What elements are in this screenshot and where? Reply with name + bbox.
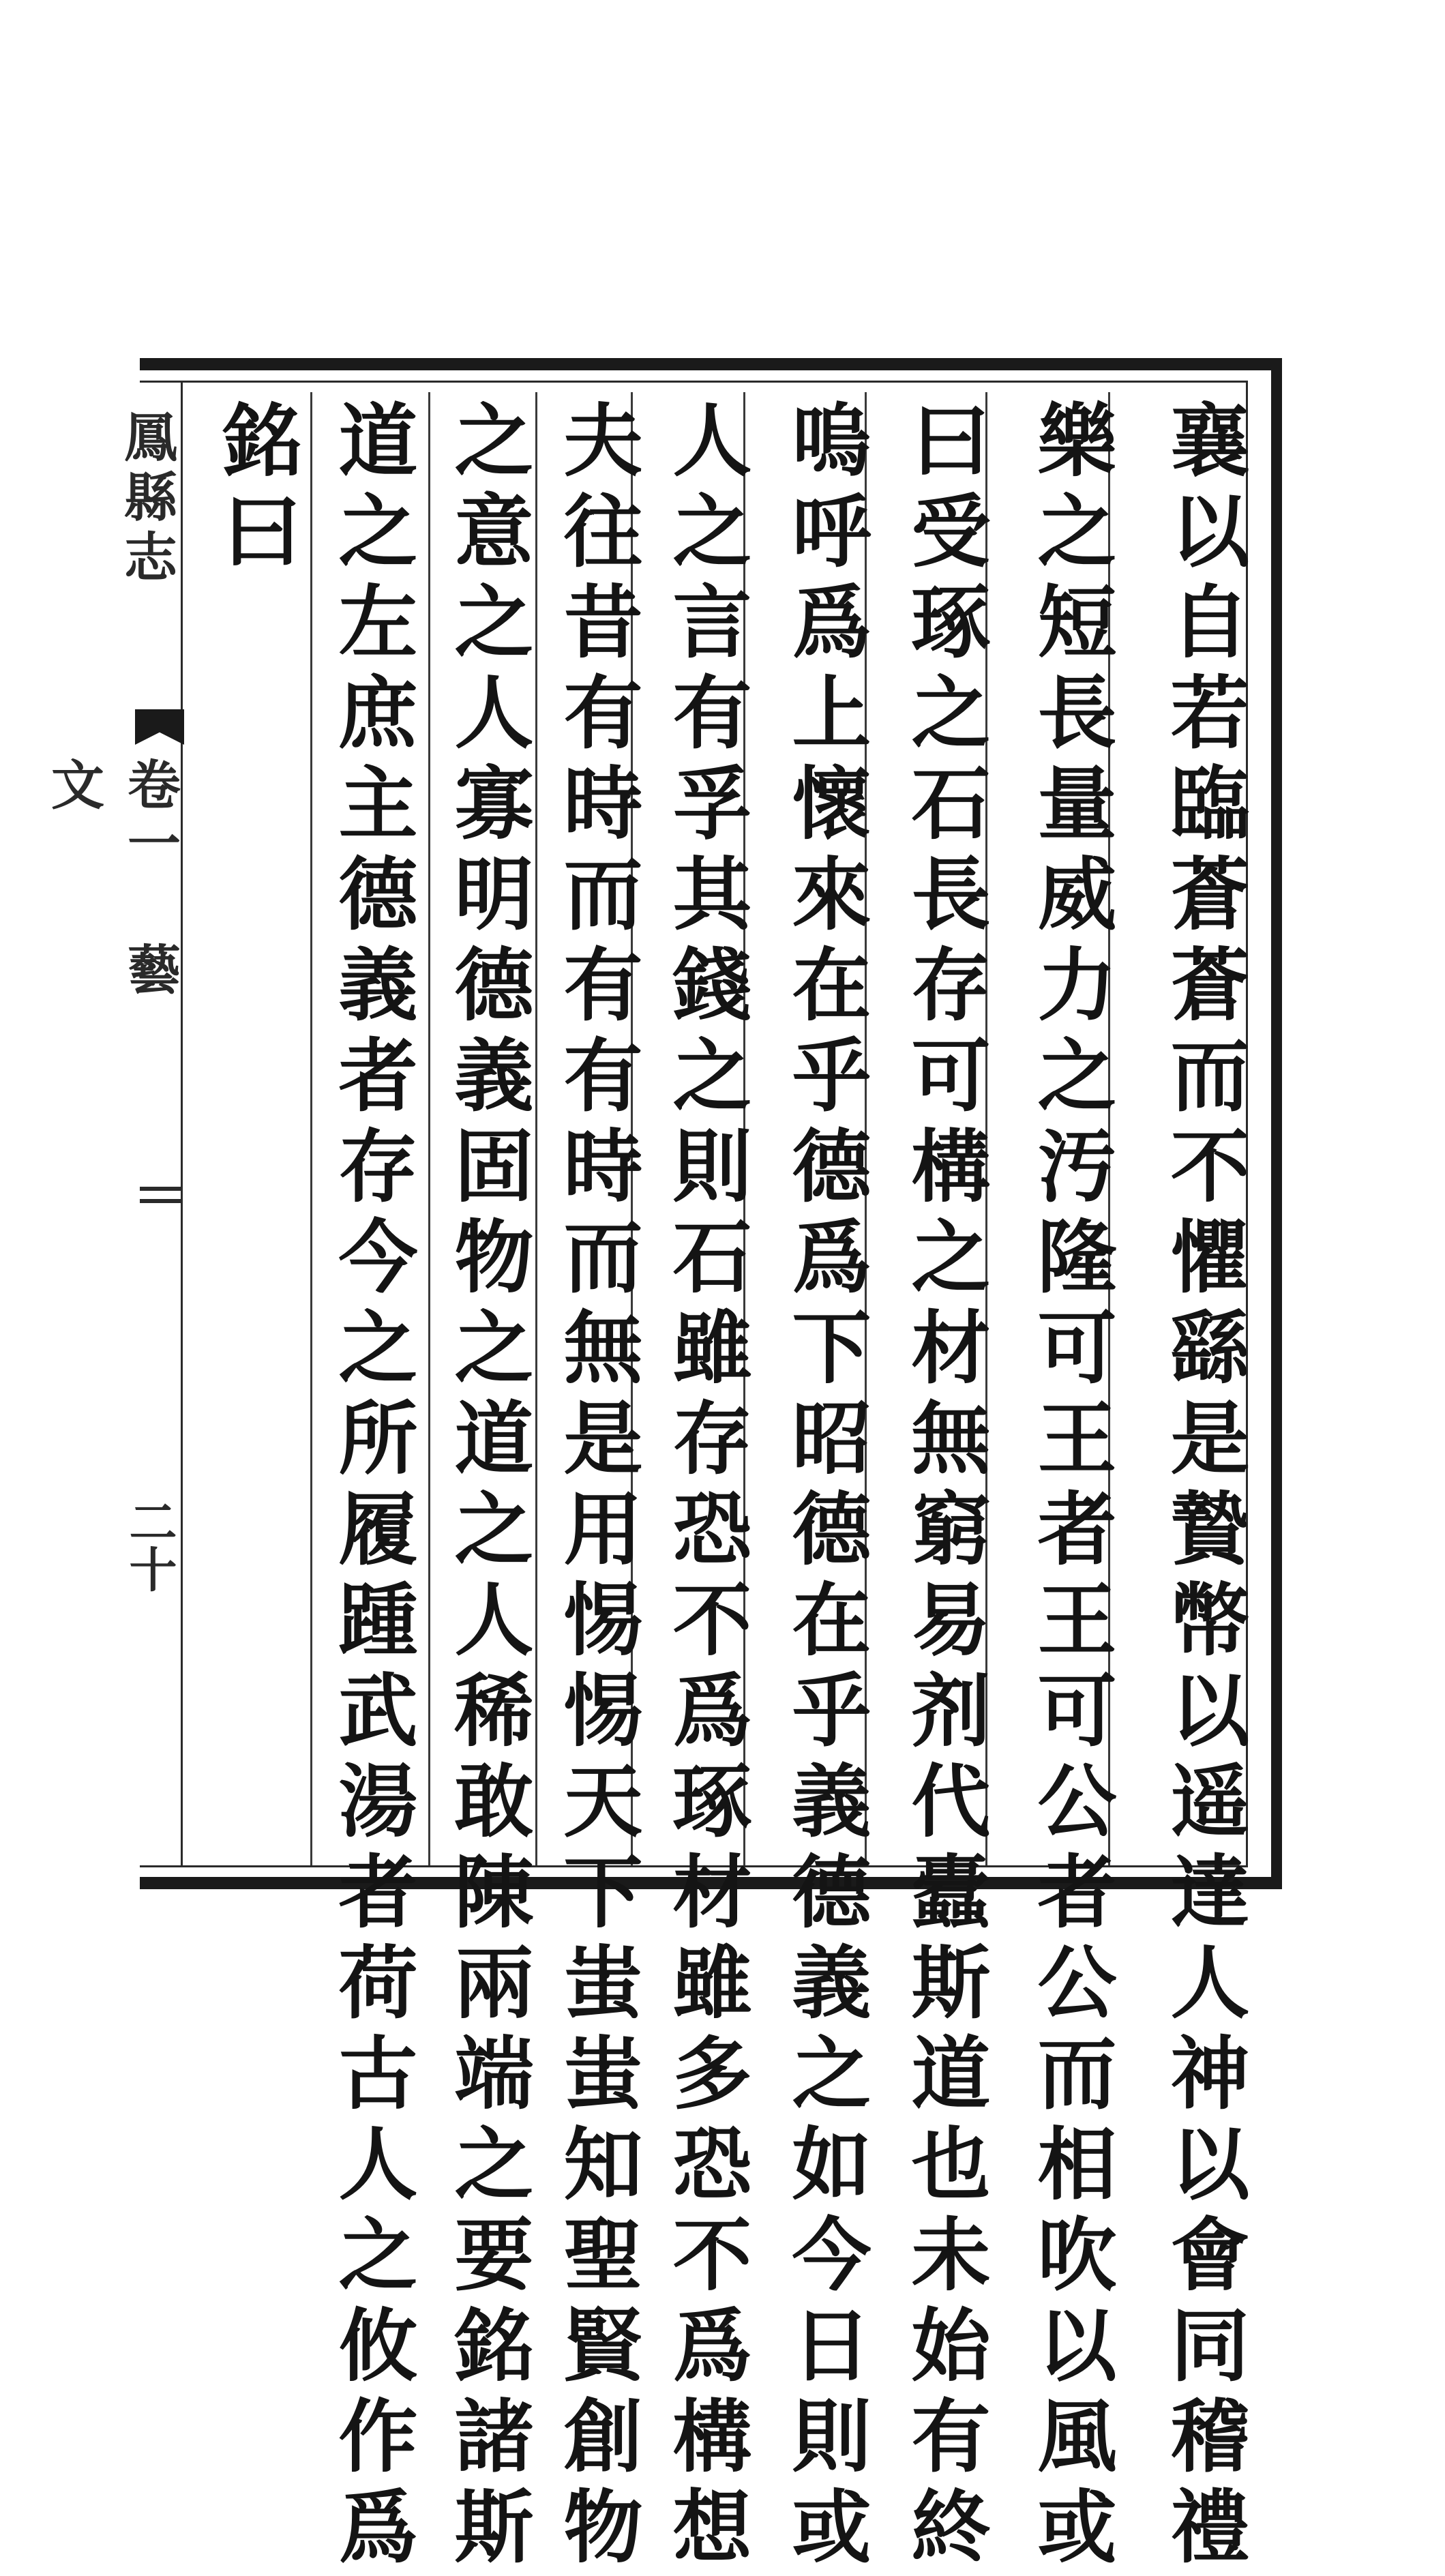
text-column-9: 銘曰 [209,399,302,580]
margin-divider [140,1187,181,1191]
margin-divider [140,1199,181,1203]
page-number: 二十 [121,1497,178,1593]
text-column-3: 曰受琢之石長存可構之材無窮易剂代蠹斯道也未始有終 [898,399,991,2576]
text-column-6: 夫往昔有時而有有時而無是用惕惕天下蚩蚩知聖賢創物 [550,399,643,2576]
margin-juan-label: 卷一 藝文 [42,757,181,1001]
column-rule [428,392,430,1865]
column-rule [535,392,537,1865]
text-column-5: 人之言有孚其錢之則石雖存恐不爲琢材雖多恐不爲構想 [659,399,752,2576]
text-column-4: 嗚呼爲上懷來在乎德爲下昭德在乎義德義之如今日則或 [779,399,872,2576]
column-rule [310,392,312,1865]
text-column-2: 樂之短長量威力之汚隆可王者王可公者公而相吹以風或 [1024,399,1117,2576]
text-column-7: 之意之人寡明德義固物之道之人稀敢陳兩端之要銘諸斯 [441,399,534,2576]
text-column-8: 道之左庶主德義者存今之所履踵武湯者荷古人之攸作爲 [325,399,418,2576]
text-column-1: 襄以自若臨蒼蒼而不懼繇是贄幣以遥達人神以會同稽禮 [1157,399,1250,2576]
margin-title: 鳳縣志 [115,409,177,589]
